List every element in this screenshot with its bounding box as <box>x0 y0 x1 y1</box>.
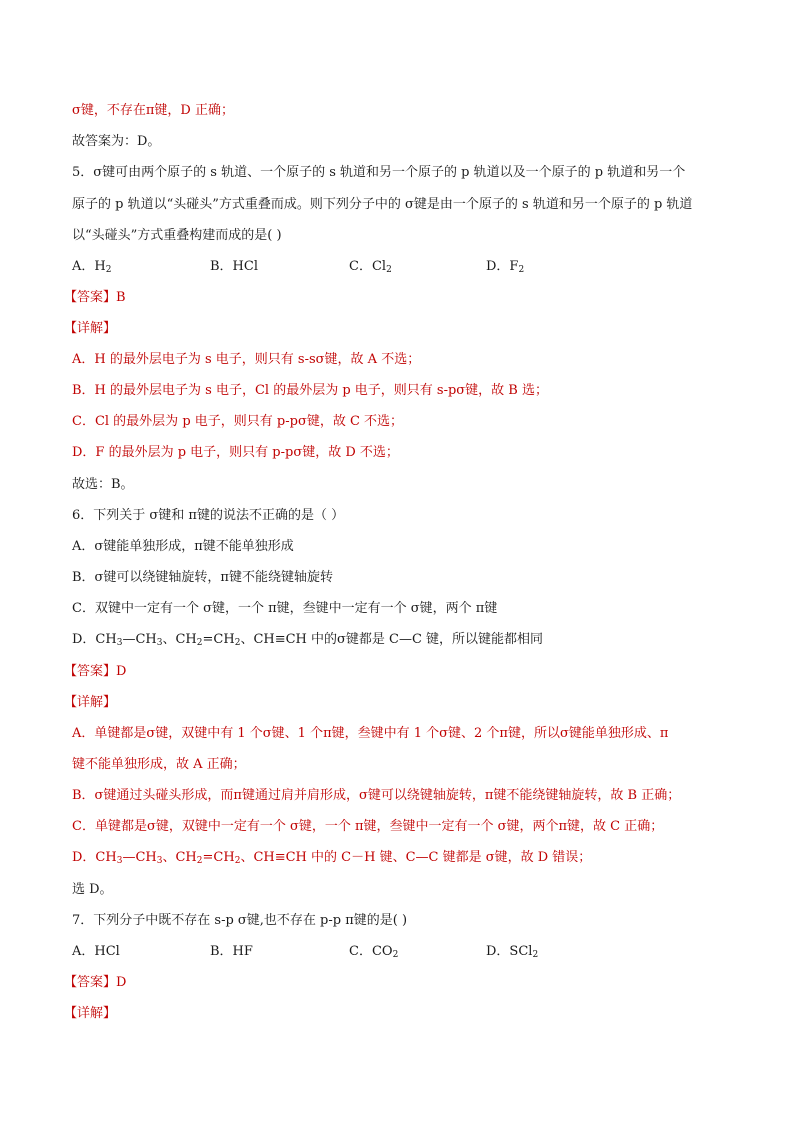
q6-detail-heading: 【详解】 <box>64 695 117 710</box>
prev-conclusion: 故答案为：D。 <box>72 134 161 149</box>
q6-option-c: C．双键中一定有一个 σ键，一个 π键，叁键中一定有一个 σ键，两个 π键 <box>72 601 498 616</box>
q5-detail-heading: 【详解】 <box>64 321 117 336</box>
q7-option-b: B．HF <box>210 944 253 959</box>
q5-stem-line-2: 原子的 p 轨道以“头碰头”方式重叠而成。则下列分子中的 σ键是由一个原子的 s 轨道和另一个原子的 p 轨道 <box>72 197 693 212</box>
q5-option-d: D．$F_2$ <box>486 259 525 275</box>
q6-answer: 【答案】D <box>64 664 127 679</box>
q5-explain-a: A．H 的最外层电子为 s 电子，则只有 s-sσ键，故 A 不选； <box>72 352 421 367</box>
q5-answer: 【答案】B <box>64 290 126 305</box>
q6-explain-a-line-2: 键不能单独形成，故 A 正确； <box>72 757 246 772</box>
q5-option-a: A．$H_2$ <box>72 259 112 275</box>
q6-option-b: B．σ键可以绕键轴旋转，π键不能绕键轴旋转 <box>72 570 333 585</box>
q5-stem-line-3: 以“头碰头”方式重叠构建而成的是( ) <box>72 228 282 243</box>
q6-conclusion: 选 D。 <box>72 882 113 897</box>
q6-option-d: D．$CH_3—CH_3$、$CH_2=CH_2$、CH≡CH 中的σ键都是 C—C 键，所以键能都相同 <box>72 632 544 648</box>
prev-explanation-tail: σ键，不存在π键，D 正确； <box>72 103 234 118</box>
q7-detail-heading: 【详解】 <box>64 1006 117 1021</box>
q7-option-d: D．SCl$_2$ <box>486 944 539 960</box>
q5-stem-line-1: 5．σ键可由两个原子的 s 轨道、一个原子的 s 轨道和另一个原子的 p 轨道以及一个原子的 p 轨道和另一个 <box>72 165 686 180</box>
q6-stem: 6．下列关于 σ键和 π键的说法不正确的是（ ） <box>72 508 345 523</box>
q6-explain-d: D．$CH_3—CH_3$、$CH_2=CH_2$、CH≡CH 中的 C－H 键、C—C 键都是 σ键，故 D 错误； <box>72 850 592 866</box>
q6-explain-c: C．单键都是σ键，双键中一定有一个 σ键，一个 π键，叁键中一定有一个 σ键，两个π键，故 C 正确； <box>72 819 664 834</box>
q6-option-a: A．σ键能单独形成，π键不能单独形成 <box>72 539 294 554</box>
q5-explain-c: C．Cl 的最外层为 p 电子，则只有 p-pσ键，故 C 不选； <box>72 414 404 429</box>
q6-explain-a-line-1: A．单键都是σ键，双键中有 1 个σ键、1 个π键，叁键中有 1 个σ键、2 个π键，所以σ键能单独形成、π <box>72 726 669 741</box>
q7-option-a: A．HCl <box>72 944 120 959</box>
q7-answer: 【答案】D <box>64 975 127 990</box>
q5-option-c: C．$Cl_2$ <box>349 259 392 275</box>
q7-stem: 7．下列分子中既不存在 s-p σ键,也不存在 p-p π键的是( ) <box>72 913 408 928</box>
q6-explain-b: B．σ键通过头碰头形成，而π键通过肩并肩形成，σ键可以绕键轴旋转，π键不能绕键轴旋转，故 B 正确； <box>72 788 681 803</box>
q5-conclusion: 故选：B。 <box>72 477 134 492</box>
q7-option-c: C．$CO_2$ <box>349 944 399 960</box>
q5-explain-b: B．H 的最外层电子为 s 电子，Cl 的最外层为 p 电子，则只有 s-pσ键，故 B 选； <box>72 383 548 398</box>
q5-option-b: B．HCl <box>210 259 258 274</box>
q5-explain-d: D．F 的最外层为 p 电子，则只有 p-pσ键，故 D 不选； <box>72 445 399 460</box>
